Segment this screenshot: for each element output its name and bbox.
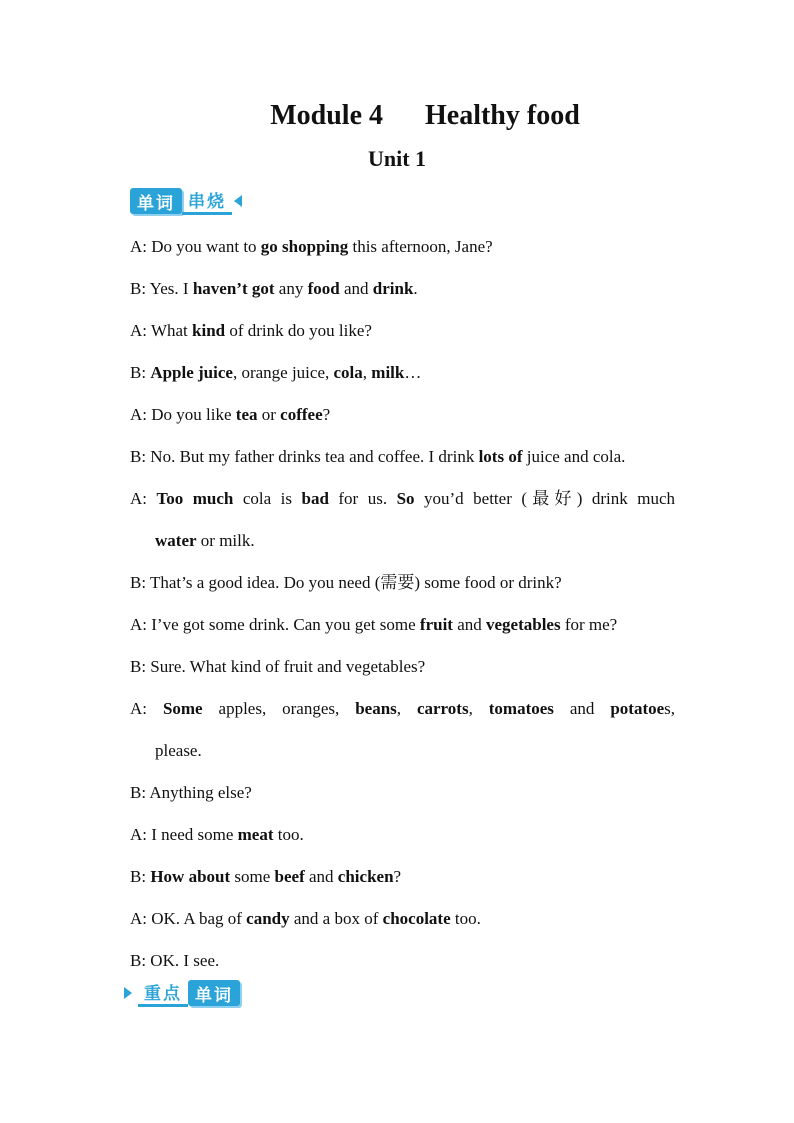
dialog-text: B: No. But my father drinks tea and coffee. I drink <box>130 447 479 466</box>
key-word: kind <box>192 321 226 340</box>
dialog-text: and a box of <box>289 909 383 928</box>
key-word: Some <box>162 699 203 718</box>
dialog-text: cola is <box>233 489 302 508</box>
dialog-text: any <box>274 279 308 298</box>
dialog-text: juice and cola. <box>522 447 626 466</box>
dialog-text: A: I’ve got some drink. Can you get some <box>130 615 420 634</box>
key-word: Apple juice <box>150 363 233 382</box>
dialog-text: A: OK. A bag of <box>130 909 247 928</box>
key-word: go shopping <box>260 237 349 256</box>
key-word: beef <box>274 867 305 886</box>
key-words-banner-label: 重点 <box>138 980 188 1007</box>
arrow-right-icon <box>124 987 132 999</box>
dialog-text: apples, oranges, <box>202 699 356 718</box>
dialog-text: and <box>452 615 486 634</box>
key-word: beans <box>355 699 397 718</box>
key-word: bad <box>301 489 329 508</box>
page-title: Module 4 Healthy food <box>270 100 580 131</box>
key-word: carrots <box>416 699 469 718</box>
unit-title: Unit 1 <box>367 146 427 171</box>
key-word: tomatoes <box>488 699 554 718</box>
dialog-line <box>130 352 675 394</box>
dialog-text: for us. <box>328 489 397 508</box>
key-words-banner-sublabel: 单词 <box>188 980 240 1006</box>
key-word: vegetables <box>486 615 561 634</box>
dialog-text: B: Sure. What kind of fruit and vegetables? <box>130 657 426 676</box>
key-word: candy <box>246 909 290 928</box>
dialog-line <box>130 520 675 562</box>
dialog-text: A: What <box>130 321 193 340</box>
dialog-text: , <box>396 699 417 718</box>
dialog-line <box>130 604 675 646</box>
key-word: coffee <box>280 405 323 424</box>
words-banner-label: 单词 <box>130 188 182 214</box>
dialog-text: A: Do you like <box>130 405 236 424</box>
dialog-text: . <box>413 279 418 298</box>
dialog-text: you’d better (最好) drink much <box>414 489 675 508</box>
key-word: How about <box>150 867 231 886</box>
key-word: lots of <box>478 447 523 466</box>
dialog-line <box>130 730 675 772</box>
key-word: chocolate <box>382 909 451 928</box>
dialog-text: too. <box>450 909 481 928</box>
dialog-text: A: I need some <box>130 825 238 844</box>
dialog-text: A: Do you want to <box>130 237 261 256</box>
dialog-text: , orange juice, <box>232 363 334 382</box>
dialog-text: , <box>468 699 489 718</box>
key-word: food <box>307 279 340 298</box>
dialog-line <box>130 394 675 436</box>
key-word: haven’t got <box>192 279 275 298</box>
dialog-text: B: <box>130 867 151 886</box>
key-word: cola <box>333 363 363 382</box>
key-word: potatoe <box>610 699 665 718</box>
dialog-text: B: That’s a good idea. Do you need (需要) some food or drink? <box>130 573 562 592</box>
dialog-line <box>130 814 675 856</box>
key-word: So <box>396 489 415 508</box>
dialog-text: or milk. <box>196 531 255 550</box>
key-word: water <box>155 531 197 550</box>
dialog-line <box>130 436 675 478</box>
dialog-line <box>130 478 675 520</box>
dialog-text: too. <box>273 825 304 844</box>
words-banner <box>130 188 242 214</box>
dialog-text: B: Yes. I <box>130 279 193 298</box>
key-word: milk <box>371 363 405 382</box>
dialog-text: B: <box>130 363 151 382</box>
key-word: drink <box>372 279 414 298</box>
key-word: tea <box>235 405 258 424</box>
dialog-line <box>130 898 675 940</box>
key-words-banner <box>124 980 240 1006</box>
dialog-line <box>130 226 675 268</box>
dialog-text: A: <box>130 699 163 718</box>
dialog-text: and <box>304 867 338 886</box>
dialog-text: … <box>404 363 422 382</box>
dialog-text: s, <box>664 699 676 718</box>
dialog-text: ? <box>393 867 402 886</box>
arrow-left-icon <box>234 195 242 207</box>
key-word: meat <box>237 825 274 844</box>
dialog-line <box>130 268 675 310</box>
dialog-text: and <box>553 699 611 718</box>
dialog-text: some <box>230 867 275 886</box>
dialog-text: , <box>362 363 372 382</box>
dialog-line <box>130 562 675 604</box>
key-word: chicken <box>337 867 394 886</box>
dialog-block <box>130 226 675 982</box>
dialog-line <box>130 310 675 352</box>
dialog-line <box>130 772 675 814</box>
dialog-text: or <box>257 405 281 424</box>
key-word: fruit <box>419 615 453 634</box>
dialog-line <box>130 688 675 730</box>
dialog-text: for me? <box>560 615 618 634</box>
dialog-text: B: OK. I see. <box>130 951 220 970</box>
dialog-line <box>130 646 675 688</box>
dialog-line <box>130 856 675 898</box>
dialog-text: please. <box>155 741 202 760</box>
dialog-text: ? <box>322 405 331 424</box>
words-banner-sublabel: 串烧 <box>182 188 232 215</box>
dialog-text: and <box>339 279 373 298</box>
dialog-line <box>130 940 675 982</box>
dialog-text: of drink do you like? <box>225 321 372 340</box>
key-word: Too much <box>156 489 234 508</box>
dialog-text: this afternoon, Jane? <box>348 237 493 256</box>
dialog-text: B: Anything else? <box>130 783 252 802</box>
dialog-text: A: <box>130 489 157 508</box>
